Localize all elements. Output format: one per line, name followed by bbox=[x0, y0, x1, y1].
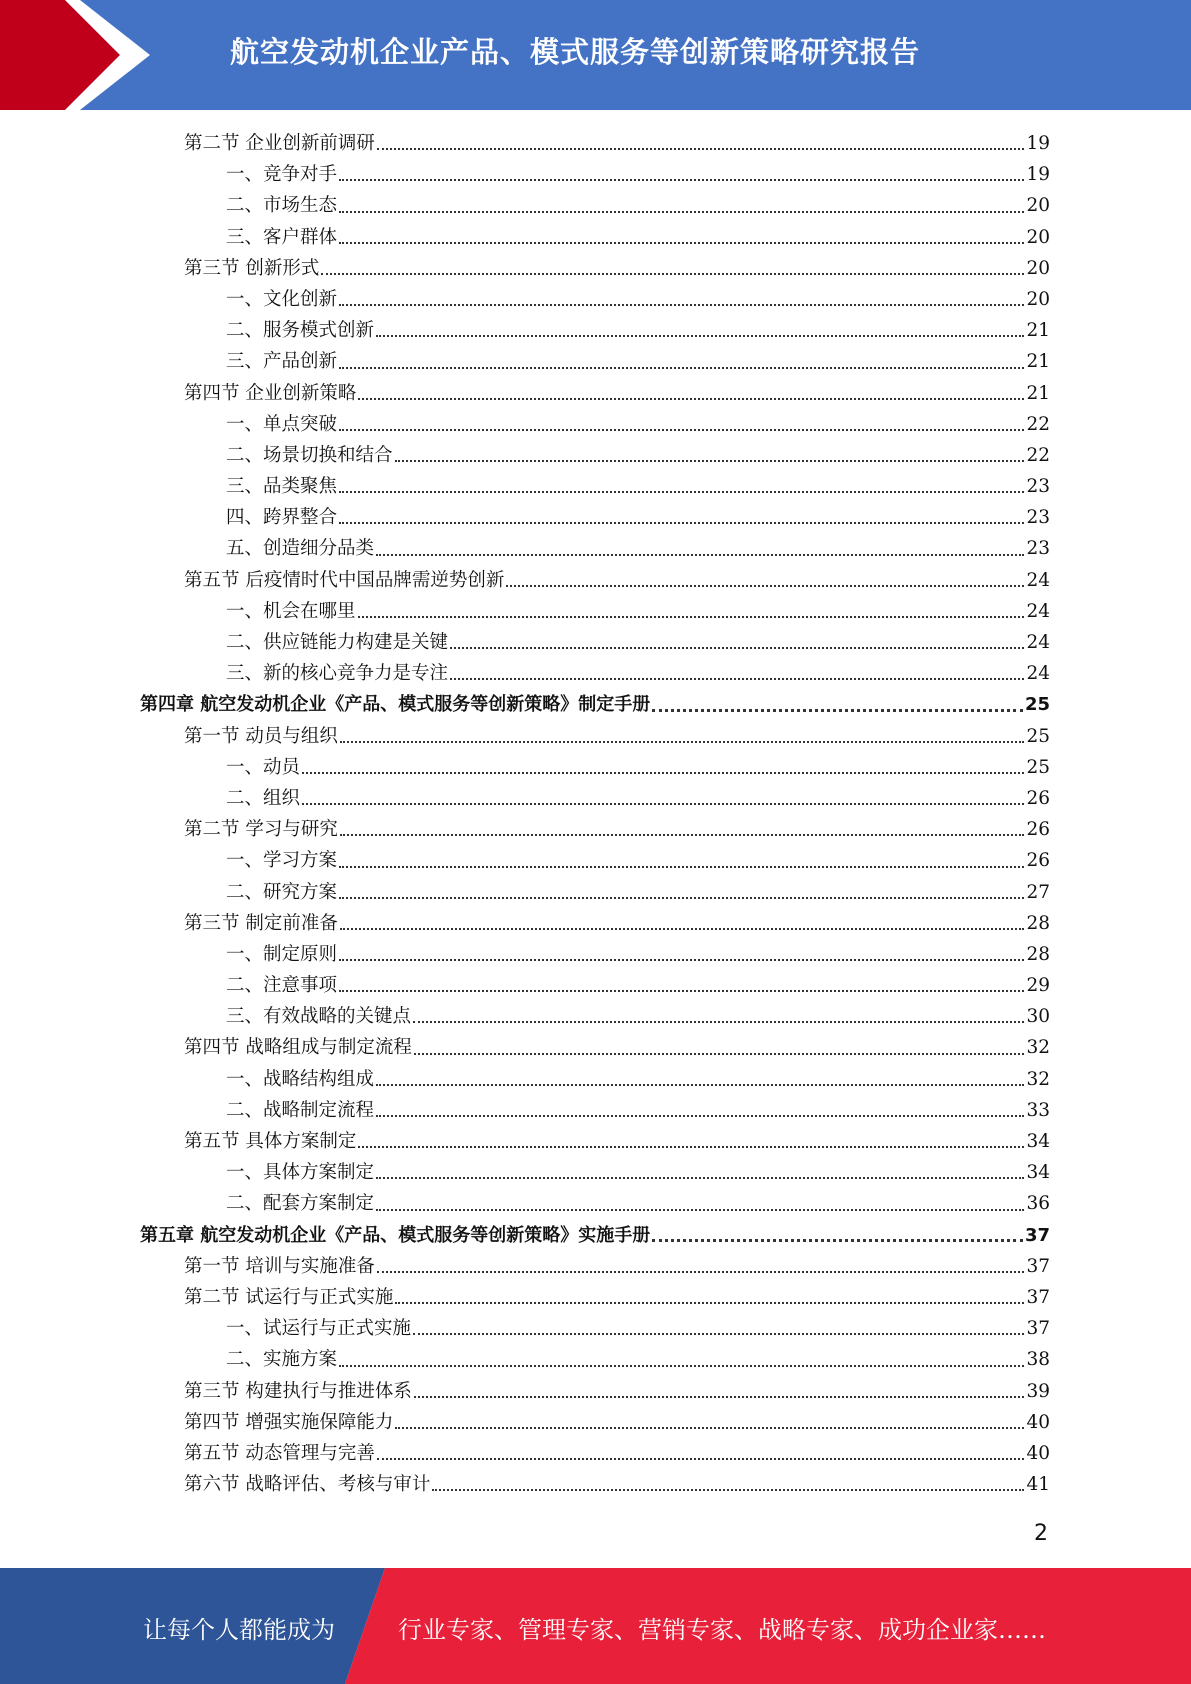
dot-leader bbox=[302, 803, 1024, 805]
toc-entry[interactable] bbox=[140, 378, 1050, 409]
dot-leader bbox=[340, 741, 1025, 743]
dot-leader bbox=[339, 1365, 1024, 1367]
toc-entry[interactable] bbox=[140, 845, 1050, 876]
toc-entry-title: 二、实施方案 bbox=[226, 1349, 338, 1371]
toc-entry-page: 29 bbox=[1026, 975, 1050, 997]
dot-leader bbox=[339, 367, 1024, 369]
toc-entry-page: 26 bbox=[1026, 819, 1050, 841]
dot-leader bbox=[377, 148, 1025, 150]
dot-leader bbox=[377, 1458, 1025, 1460]
toc-entry[interactable] bbox=[140, 1376, 1050, 1407]
dot-leader bbox=[413, 1333, 1024, 1335]
toc-entry-title: 三、品类聚焦 bbox=[226, 476, 338, 498]
dot-leader bbox=[376, 1084, 1024, 1086]
toc-entry-page: 30 bbox=[1026, 1006, 1050, 1028]
toc-entry[interactable] bbox=[140, 565, 1050, 596]
dot-leader bbox=[395, 1302, 1024, 1304]
toc-entry-page: 28 bbox=[1026, 943, 1050, 965]
toc-entry[interactable] bbox=[140, 409, 1050, 440]
dot-leader bbox=[652, 709, 1023, 712]
toc-entry[interactable] bbox=[140, 1157, 1050, 1188]
page-header bbox=[0, 0, 1191, 110]
toc-entry[interactable] bbox=[140, 159, 1050, 190]
toc-entry-title: 一、试运行与正式实施 bbox=[226, 1318, 412, 1340]
toc-entry[interactable] bbox=[140, 1126, 1050, 1157]
dot-leader bbox=[339, 522, 1024, 524]
toc-entry[interactable] bbox=[140, 1313, 1050, 1344]
toc-entry-page: 37 bbox=[1026, 1255, 1050, 1277]
dot-leader bbox=[339, 304, 1024, 306]
toc-entry-title: 三、新的核心竞争力是专注 bbox=[226, 663, 449, 685]
dot-leader bbox=[358, 1146, 1024, 1148]
toc-entry-title: 三、客户群体 bbox=[226, 226, 338, 248]
toc-entry-title: 一、竞争对手 bbox=[226, 164, 338, 186]
toc-entry-page: 40 bbox=[1026, 1411, 1050, 1433]
toc-entry[interactable] bbox=[140, 284, 1050, 315]
toc-entry-title: 一、具体方案制定 bbox=[226, 1162, 375, 1184]
toc-entry-title: 一、制定原则 bbox=[226, 943, 338, 965]
toc-entry-page: 25 bbox=[1026, 756, 1050, 778]
toc-entry-title: 三、有效战略的关键点 bbox=[226, 1006, 412, 1028]
toc-entry-page: 20 bbox=[1026, 257, 1050, 279]
dot-leader bbox=[376, 554, 1024, 556]
toc-entry[interactable] bbox=[140, 222, 1050, 253]
toc-entry-title: 二、供应链能力构建是关键 bbox=[226, 632, 449, 653]
toc-entry-page: 25 bbox=[1026, 725, 1050, 747]
toc-entry-title: 二、战略制定流程 bbox=[226, 1099, 375, 1121]
dot-leader bbox=[377, 1271, 1025, 1273]
toc-entry[interactable] bbox=[140, 1344, 1050, 1375]
toc-entry-page: 32 bbox=[1026, 1037, 1050, 1059]
toc-entry[interactable] bbox=[140, 627, 1050, 658]
dot-leader bbox=[339, 866, 1024, 868]
dot-leader bbox=[358, 398, 1024, 400]
toc-entry-page: 32 bbox=[1026, 1068, 1050, 1090]
toc-entry[interactable] bbox=[140, 1032, 1050, 1063]
toc-entry-page: 37 bbox=[1024, 1224, 1050, 1246]
toc-entry[interactable] bbox=[140, 596, 1050, 627]
toc-entry[interactable] bbox=[140, 1469, 1050, 1500]
toc-entry-title: 四、跨界整合 bbox=[226, 507, 338, 529]
toc-entry-title: 一、动员 bbox=[226, 756, 301, 778]
toc-chapter-entry[interactable] bbox=[140, 689, 1050, 720]
toc-entry-page: 33 bbox=[1026, 1099, 1050, 1121]
toc-entry[interactable] bbox=[140, 315, 1050, 346]
toc-entry-title: 二、市场生态 bbox=[226, 195, 338, 217]
toc-entry-page: 20 bbox=[1026, 288, 1050, 310]
toc-entry[interactable] bbox=[140, 908, 1050, 939]
toc-entry-page: 24 bbox=[1026, 600, 1050, 622]
toc-entry[interactable] bbox=[140, 658, 1050, 689]
dot-leader bbox=[339, 242, 1024, 244]
toc-entry-page: 20 bbox=[1026, 226, 1050, 248]
dot-leader bbox=[432, 1489, 1024, 1491]
toc-entry-page: 22 bbox=[1026, 444, 1050, 466]
toc-entry[interactable] bbox=[140, 1251, 1050, 1282]
toc-entry[interactable] bbox=[140, 814, 1050, 845]
toc-entry[interactable] bbox=[140, 877, 1050, 908]
toc-entry-title: 二、注意事项 bbox=[226, 975, 338, 997]
toc-entry[interactable] bbox=[140, 1064, 1050, 1095]
dot-leader bbox=[339, 211, 1024, 213]
toc-entry-page: 38 bbox=[1026, 1349, 1050, 1371]
dot-leader bbox=[376, 1209, 1024, 1211]
toc-entry-page: 24 bbox=[1026, 569, 1050, 591]
toc-entry-title: 第三节 构建执行与推进体系 bbox=[184, 1380, 412, 1402]
page-footer bbox=[0, 1568, 1191, 1684]
toc-entry-title: 一、单点突破 bbox=[226, 413, 338, 435]
toc-entry-title: 第四节 战略组成与制定流程 bbox=[184, 1037, 412, 1059]
toc-entry-page: 34 bbox=[1026, 1131, 1050, 1152]
toc-entry-title: 第五节 动态管理与完善 bbox=[184, 1442, 375, 1464]
toc-entry-page: 36 bbox=[1026, 1193, 1050, 1215]
toc-entry[interactable] bbox=[140, 783, 1050, 814]
dot-leader bbox=[340, 834, 1025, 836]
dot-leader bbox=[376, 1177, 1024, 1179]
dot-leader bbox=[339, 897, 1024, 899]
toc-entry[interactable] bbox=[140, 471, 1050, 502]
toc-entry-title: 二、配套方案制定 bbox=[226, 1193, 375, 1215]
toc-entry-page: 21 bbox=[1026, 351, 1050, 373]
dot-leader bbox=[506, 585, 1024, 587]
dot-leader bbox=[376, 1115, 1024, 1117]
toc-entry[interactable] bbox=[140, 939, 1050, 970]
dot-leader bbox=[302, 772, 1024, 774]
toc-entry-page: 25 bbox=[1024, 694, 1050, 716]
toc-entry[interactable] bbox=[140, 721, 1050, 752]
toc-entry-page: 37 bbox=[1026, 1286, 1050, 1308]
dot-leader bbox=[395, 1427, 1024, 1429]
toc-entry[interactable] bbox=[140, 190, 1050, 221]
toc-entry-title: 第二节 学习与研究 bbox=[184, 819, 338, 841]
toc-entry-title: 第四章 航空发动机企业《产品、模式服务等创新策略》制定手册 bbox=[140, 694, 651, 716]
dot-leader bbox=[339, 990, 1024, 992]
dot-leader bbox=[358, 616, 1025, 618]
toc-entry[interactable] bbox=[140, 533, 1050, 564]
toc-entry[interactable] bbox=[140, 1095, 1050, 1126]
toc-entry[interactable] bbox=[140, 346, 1050, 377]
toc-entry-title: 第三节 创新形式 bbox=[184, 257, 320, 279]
toc-entry-page: 19 bbox=[1026, 164, 1050, 186]
toc-entry-page: 21 bbox=[1026, 320, 1050, 342]
toc-entry-page: 26 bbox=[1026, 787, 1050, 809]
toc-entry-page: 39 bbox=[1026, 1380, 1050, 1402]
dot-leader bbox=[340, 928, 1025, 930]
toc-entry-title: 第二节 企业创新前调研 bbox=[184, 133, 375, 154]
dot-leader bbox=[413, 1021, 1024, 1023]
toc-entry-title: 二、组织 bbox=[226, 787, 301, 809]
toc-entry[interactable] bbox=[140, 970, 1050, 1001]
toc-entry-title: 第二节 试运行与正式实施 bbox=[184, 1286, 394, 1308]
toc-entry-page: 41 bbox=[1026, 1474, 1050, 1496]
toc-entry-page: 19 bbox=[1026, 133, 1050, 154]
toc-entry[interactable] bbox=[140, 1282, 1050, 1313]
toc-entry-page: 26 bbox=[1026, 850, 1050, 872]
footer-slogan-left: 让每个人都能成为 bbox=[143, 1616, 335, 1644]
toc-entry-title: 二、场景切换和结合 bbox=[226, 444, 393, 466]
toc-entry-page: 37 bbox=[1026, 1318, 1050, 1340]
toc-entry-title: 第五节 具体方案制定 bbox=[184, 1131, 357, 1152]
page-number: 2 bbox=[1034, 1521, 1048, 1546]
toc-entry-page: 28 bbox=[1026, 912, 1050, 934]
toc-entry-title: 第一节 培训与实施准备 bbox=[184, 1255, 375, 1277]
toc-entry-title: 第三节 制定前准备 bbox=[184, 912, 338, 934]
toc-entry-title: 三、产品创新 bbox=[226, 351, 338, 373]
toc-entry-page: 24 bbox=[1026, 663, 1050, 685]
toc-entry-title: 一、文化创新 bbox=[226, 288, 338, 310]
toc-entry-title: 二、研究方案 bbox=[226, 881, 338, 903]
toc-entry[interactable] bbox=[140, 1407, 1050, 1438]
toc-entry-title: 一、机会在哪里 bbox=[226, 600, 356, 622]
report-title: 航空发动机企业产品、模式服务等创新策略研究报告 bbox=[230, 35, 921, 69]
toc-entry-page: 22 bbox=[1026, 413, 1050, 435]
toc-entry-page: 27 bbox=[1026, 881, 1050, 903]
toc-entry-page: 20 bbox=[1026, 195, 1050, 217]
toc-entry-title: 一、学习方案 bbox=[226, 850, 338, 872]
toc-entry-title: 五、创造细分品类 bbox=[226, 538, 375, 560]
toc-entry-page: 34 bbox=[1026, 1162, 1050, 1184]
toc-entry[interactable] bbox=[140, 1438, 1050, 1469]
toc-entry[interactable] bbox=[140, 440, 1050, 471]
toc-entry[interactable] bbox=[140, 502, 1050, 533]
toc-entry-title: 第六节 战略评估、考核与审计 bbox=[184, 1474, 431, 1496]
dot-leader bbox=[414, 1396, 1025, 1398]
dot-leader bbox=[395, 460, 1025, 462]
toc-entry[interactable] bbox=[140, 128, 1050, 159]
toc-entry-page: 23 bbox=[1026, 476, 1050, 498]
toc-entry-title: 第一节 动员与组织 bbox=[184, 725, 338, 747]
table-of-contents bbox=[140, 128, 1050, 1500]
toc-entry-page: 23 bbox=[1026, 507, 1050, 529]
dot-leader bbox=[414, 1053, 1025, 1055]
dot-leader bbox=[376, 335, 1024, 337]
dot-leader bbox=[450, 647, 1024, 649]
dot-leader bbox=[339, 491, 1024, 493]
footer-slogan-right: 行业专家、管理专家、营销专家、战略专家、成功企业家…… bbox=[398, 1616, 1046, 1644]
toc-entry-title: 第五节 后疫情时代中国品牌需逆势创新 bbox=[184, 569, 505, 591]
toc-entry-title: 第四节 增强实施保障能力 bbox=[184, 1411, 394, 1433]
toc-entry-title: 一、战略结构组成 bbox=[226, 1068, 375, 1090]
toc-entry-page: 24 bbox=[1026, 632, 1050, 653]
toc-entry-title: 第四节 企业创新策略 bbox=[184, 382, 357, 404]
toc-entry[interactable] bbox=[140, 752, 1050, 783]
toc-entry-page: 40 bbox=[1026, 1442, 1050, 1464]
dot-leader bbox=[339, 429, 1024, 431]
toc-entry[interactable] bbox=[140, 1001, 1050, 1032]
dot-leader bbox=[339, 179, 1024, 181]
dot-leader bbox=[321, 273, 1024, 275]
toc-entry-page: 21 bbox=[1026, 382, 1050, 404]
toc-entry-page: 23 bbox=[1026, 538, 1050, 560]
dot-leader bbox=[450, 678, 1024, 680]
toc-entry[interactable] bbox=[140, 1188, 1050, 1219]
toc-entry[interactable] bbox=[140, 253, 1050, 284]
dot-leader bbox=[652, 1239, 1023, 1242]
toc-entry-title: 二、服务模式创新 bbox=[226, 320, 375, 342]
dot-leader bbox=[339, 959, 1024, 961]
toc-entry-title: 第五章 航空发动机企业《产品、模式服务等创新策略》实施手册 bbox=[140, 1224, 651, 1246]
toc-chapter-entry[interactable] bbox=[140, 1220, 1050, 1251]
